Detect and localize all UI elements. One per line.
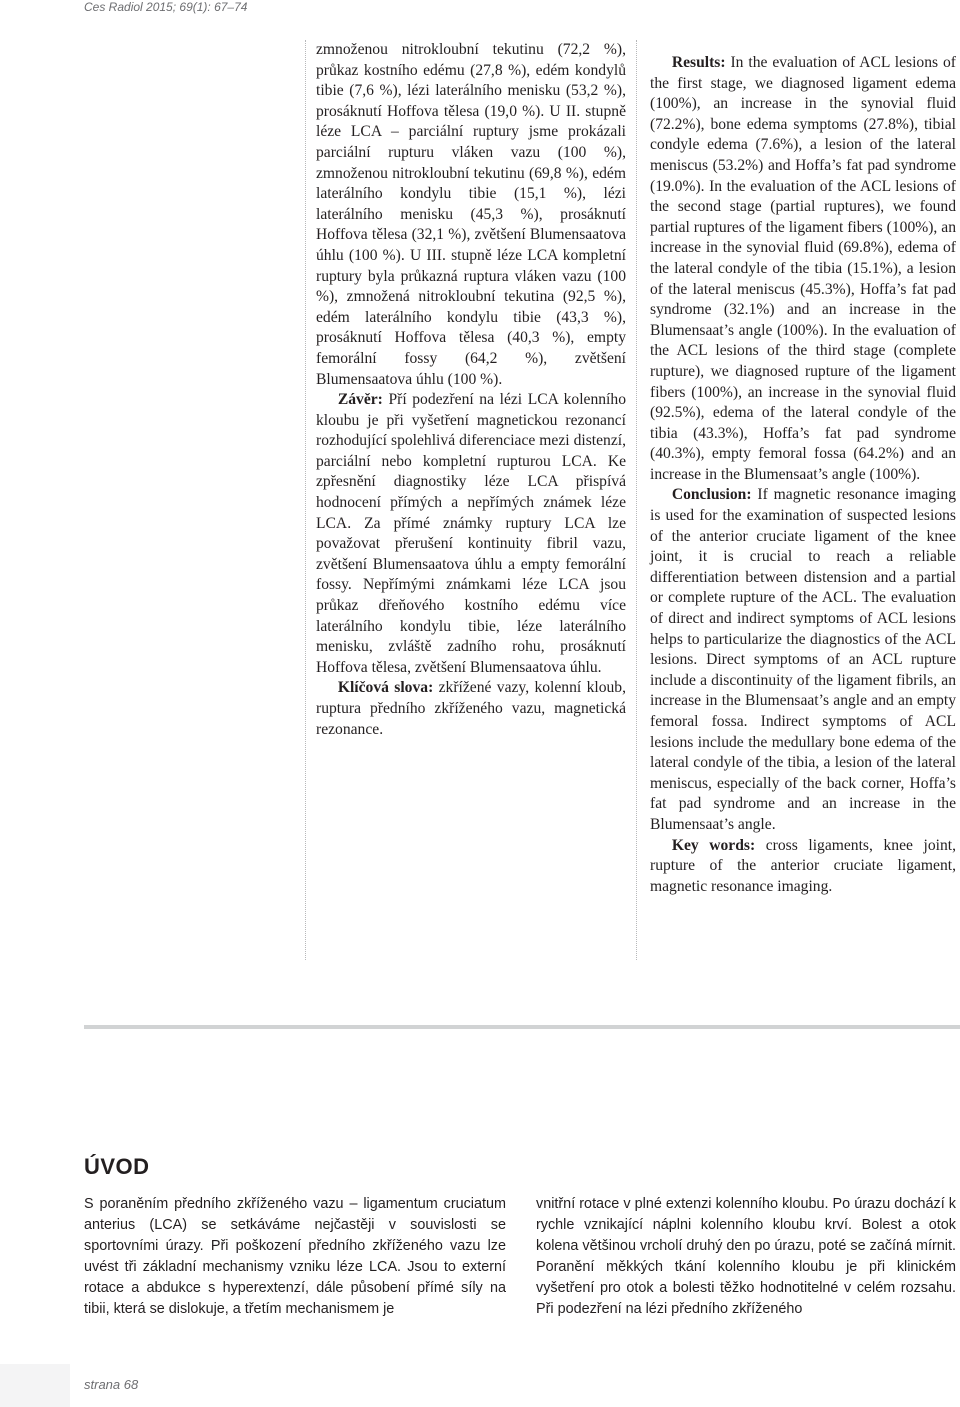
column-rule-mid bbox=[636, 40, 637, 960]
journal-citation: Ces Radiol 2015; 69(1): 67–74 bbox=[84, 0, 248, 14]
section-divider bbox=[84, 1025, 960, 1029]
section-title-uvod: ÚVOD bbox=[84, 1154, 150, 1179]
column-rule-left bbox=[305, 40, 306, 960]
abstract-en-keywords bbox=[650, 836, 956, 898]
keywords-text-cz: zkřížené vazy, kolenní kloub, ruptura předního zkříženého vazu, magnetická rezonance. bbox=[316, 679, 626, 738]
keywords-text-en: cross ligaments, knee joint, rupture of the anterior cruciate ligament, magnetic resonance imaging. bbox=[650, 836, 956, 895]
conclusion-text-en: If magnetic resonance imaging is used for the examination of suspected lesions of the anterior cruciate ligament of the knee joint, it is crucial to reach a reliable differentiation between distension and a partial or complete rupture of the ACL. The evaluation of direct and indirect symptoms of ACL lesions helps to particularize the diagnostics of the ACL lesions. Direct symptoms of an ACL rupture include a discontinuity of the ligament fibrils, an increase in the Blumensaat’s angle and an empty femoral fossa. Indirect symptoms of ACL lesions include the medullary bone edema of the lateral condyle of the tibia, a lesion of the lateral meniscus, especially of the back corner, Hoffa’s fat pad syndrome and an increase in the Blumensaat’s angle. bbox=[650, 486, 956, 833]
intro-paragraph-right: vnitřní rotace v plné extenzi kolenního kloubu. Po úrazu dochází k rychle vznikající náplni kolenního kloubu krví. Bolest a otok kolena většinou vrcholí druhý den po úrazu, poté se začíná mírnit. Poranění měkkých tkání kolenního kloubu je při klinickém vyšetření pro otok a bolesti těžko hodnotitelné v celém rozsahu. Při podezření na lézi předního zkříženého bbox=[536, 1196, 956, 1317]
keywords-label-en: Key words: bbox=[671, 836, 756, 854]
intro-paragraph-left: S poraněním předního zkříženého vazu – ligamentum cruciatum anterius (LCA) se setkáváme nejčastěji v souvislosti se sportovními úrazy. Při poškození předního zkříženého vazu lze uvést tři základní mechanismy vzniku léze LCA. Jsou to externí rotace a abdukce s hyperextenzí, dále působení přímé síly na tibii, která se dislokuje, a třetím mechanismem je bbox=[84, 1196, 506, 1317]
results-text-en: In the evaluation of ACL lesions of the first stage, we diagnosed ligament edema (100%), an increase in the synovial fluid (72.2%), bone edema symptoms (27.8%), tibial condyle edema (7.6%), a lesion of the lateral meniscus (53.2%) and Hoffa’s fat pad syndrome (19.0%). In the evaluation of the ACL lesions of the second stage (partial ruptures), we found partial ruptures of the ligament fibers (100%), an increase in the synovial fluid (69.8%), edema of the lateral condyle of the tibia (15.1%), a lesion of the lateral meniscus (45.3%), Hoffa’s fat pad syndrome (32.1%) and an increase in the Blumensaat’s angle (100%). In the evaluation of the ACL lesions of the third stage (complete rupture), we diagnosed rupture of the ligament fibers (100%), an increase in the synovial fluid (92.5%), edema of the lateral condyle of the tibia (43.3%), Hoffa’s fat pad syndrome (40.3%), empty femoral fossa (64.2%) and an increase in the Blumensaat’s angle (100%). bbox=[650, 54, 956, 483]
abstract-cz-conclusion bbox=[316, 390, 626, 678]
conclusion-label-cz: Závěr: bbox=[337, 391, 383, 409]
abstract-cz-results-continuation: zmnoženou nitrokloubní tekutinu (72,2 %), průkaz kostního edému (27,8 %), edém kondylů tibie (7,6 %), lézi laterálního menisku (53,2 %), prosáknutí Hoffova tělesa (19,0 %). U II. stupně léze LCA – parciální ruptury jsme prokázali parciální rupturu vláken vazu (100 %), zmnoženou nitrokloubní tekutinu (69,8 %), edém laterálního kondylu tibie (15,1 %), lézi laterálního menisku (45,3 %), prosáknutí Hoffova tělesa (32,1 %), zvětšení Blumensaatova úhlu (100 %). U III. stupně léze LCA kompletní ruptury byla průkazná ruptura vláken vazu (100 %), zmnožená nitrokloubní tekutina (92,5 %), edém laterálního kondylu tibie (43,3 %), prosáknutí Hoffova tělesa (40,3 %), empty femorální fossy (64,2 %), zvětšení Blumensaatova úhlu (100 %). bbox=[316, 41, 626, 388]
abstract-cz-column bbox=[316, 40, 626, 740]
conclusion-label-en: Conclusion: bbox=[671, 486, 752, 504]
keywords-label-cz: Klíčová slova: bbox=[337, 679, 434, 697]
abstract-cz-keywords bbox=[316, 678, 626, 740]
footer-tab bbox=[0, 1364, 70, 1407]
abstract-en-column bbox=[650, 53, 956, 897]
conclusion-text-cz: Pří podezření na lézi LCA kolenního kloubu je při vyšetření magnetickou rezonancí rozhodující spolehlivá diferenciace mezi distenzí, parciální nebo kompletní rupturou LCA. Ke zpřesnění diagnostiky léze LCA přispívá hodnocení přímých a nepřímých známek léze LCA. Za přímé známky ruptury LCA lze považovat přerušení kontinuity fibril vazu, zvětšení Blumensaatova úhlu a empty femorální fossy. Nepřímými známkami léze LCA jsou průkaz dřeňového kostního edému více laterálního kondylu tibie, léze laterálního menisku, zvláště zadního rohu, prosáknutí Hoffova tělesa, zvětšení Blumensaatova úhlu. bbox=[316, 391, 626, 676]
results-label-en: Results: bbox=[671, 54, 726, 71]
abstract-en-results bbox=[650, 53, 956, 485]
abstract-en-conclusion bbox=[650, 485, 956, 835]
page-number: strana 68 bbox=[84, 1377, 139, 1392]
